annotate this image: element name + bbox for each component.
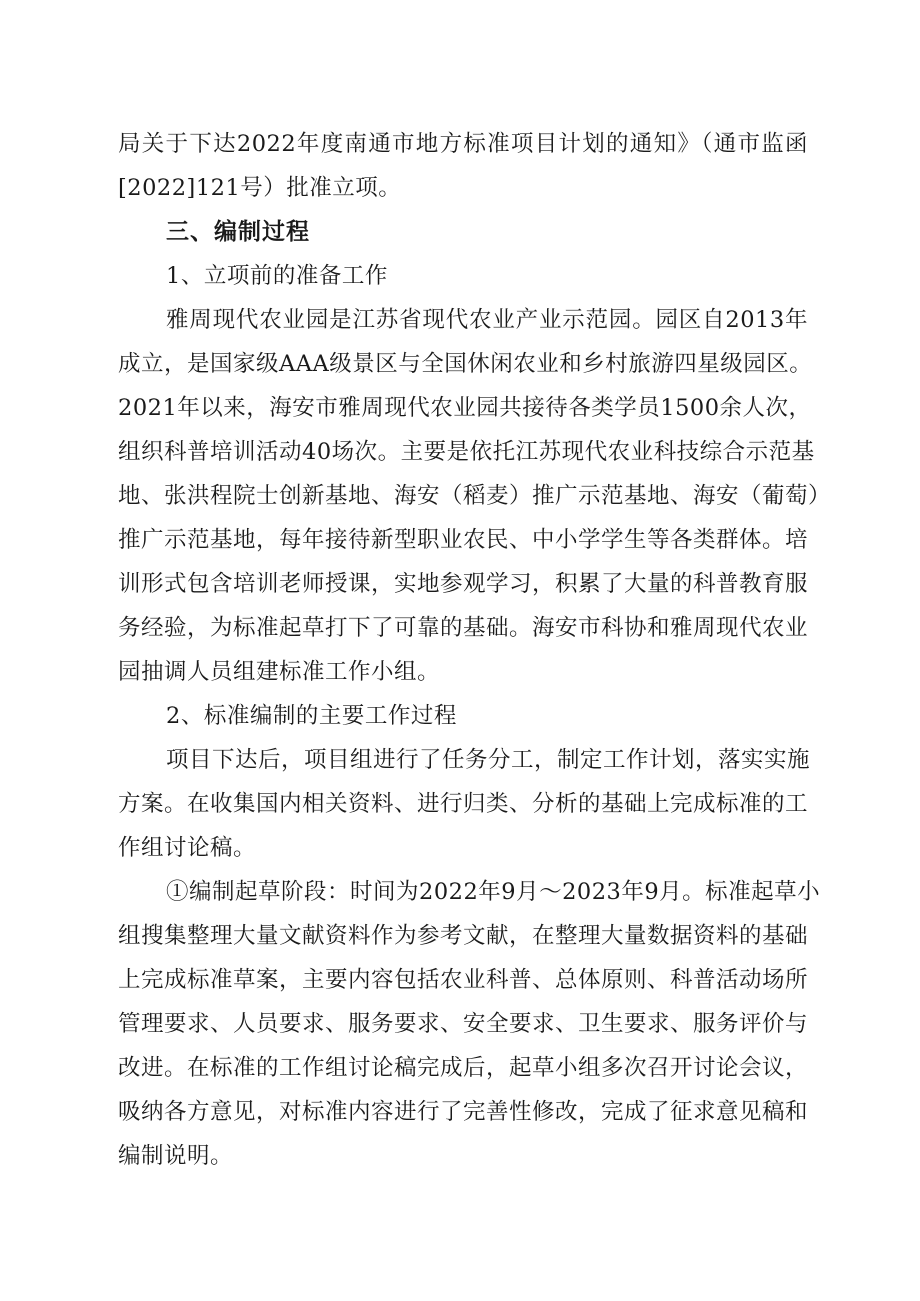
body-text-line: 园抽调人员组建标准工作小组。 bbox=[118, 659, 441, 685]
body-text-line: 作组讨论稿。 bbox=[118, 835, 257, 861]
section-heading: 三、编制过程 bbox=[166, 219, 310, 245]
body-text-line: 训形式包含培训老师授课，实地参观学习，积累了大量的科普教育服 bbox=[118, 571, 809, 597]
subsection-title: 2、标准编制的主要工作过程 bbox=[166, 703, 457, 729]
subsection-title: 1、立项前的准备工作 bbox=[166, 263, 388, 289]
body-text-line: ①编制起草阶段：时间为2022年9月～2023年9月。标准起草小 bbox=[166, 879, 821, 905]
body-text-line: 编制说明。 bbox=[118, 1143, 234, 1169]
body-text-line: 方案。在收集国内相关资料、进行归类、分析的基础上完成标准的工 bbox=[118, 791, 809, 817]
body-text-line: 2021年以来，海安市雅周现代农业园共接待各类学员1500余人次， bbox=[118, 395, 812, 421]
body-text-line: 上完成标准草案，主要内容包括农业科普、总体原则、科普活动场所 bbox=[118, 967, 809, 993]
body-text-line: 组织科普培训活动40场次。主要是依托江苏现代农业科技综合示范基 bbox=[118, 439, 815, 465]
body-text-line: 管理要求、人员要求、服务要求、安全要求、卫生要求、服务评价与 bbox=[118, 1011, 809, 1037]
body-text-line: 推广示范基地，每年接待新型职业农民、中小学学生等各类群体。培 bbox=[118, 527, 809, 553]
body-text-line: 地、张洪程院士创新基地、海安（稻麦）推广示范基地、海安（葡萄） bbox=[118, 483, 832, 509]
body-text-line: 成立，是国家级AAA级景区与全国休闲农业和乡村旅游四星级园区。 bbox=[118, 351, 813, 377]
body-text-line: 务经验，为标准起草打下了可靠的基础。海安市科协和雅周现代农业 bbox=[118, 615, 809, 641]
body-text-line: 改进。在标准的工作组讨论稿完成后，起草小组多次召开讨论会议， bbox=[118, 1055, 809, 1081]
body-text-line: 局关于下达2022年度南通市地方标准项目计划的通知》（通市监函 bbox=[118, 131, 808, 157]
body-text-line: 组搜集整理大量文献资料作为参考文献，在整理大量数据资料的基础 bbox=[118, 923, 809, 949]
body-text-line: [2022]121号）批准立项。 bbox=[118, 175, 402, 201]
body-text-line: 项目下达后，项目组进行了任务分工，制定工作计划，落实实施 bbox=[166, 747, 811, 773]
body-text-line: 雅周现代农业园是江苏省现代农业产业示范园。园区自2013年 bbox=[166, 307, 808, 333]
body-text-line: 吸纳各方意见，对标准内容进行了完善性修改，完成了征求意见稿和 bbox=[118, 1099, 809, 1125]
